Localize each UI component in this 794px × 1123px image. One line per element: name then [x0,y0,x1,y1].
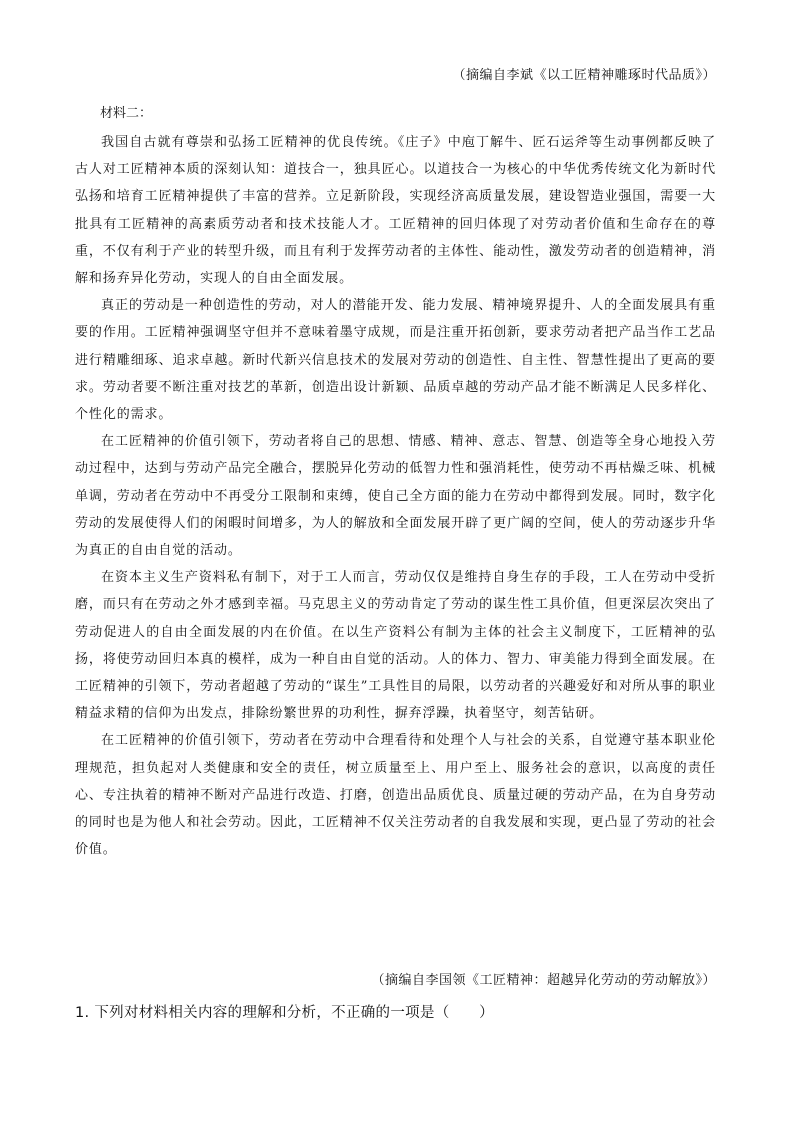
source-citation-top: （摘编自李斌《以工匠精神雕琢时代品质》） [452,68,716,83]
paragraph: 真正的劳动是一种创造性的劳动，对人的潜能开发、能力发展、精神境界提升、人的全面发展具有重要的作用。工匠精神强调坚守但并不意味着墨守成规，而是注重开拓创新，要求劳动者把产品当作工艺品进行精雕细琢、追求卓越。新时代新兴信息技术的发展对劳动的创造性、自主性、智慧性提出了更高的要求。劳动者要不断注重对技艺的革新，创造出设计新颖、品质卓越的劳动产品才能不断满足人民多样化、个性化的需求。 [75,298,716,423]
source-citation-bottom: （摘编自李国领《工匠精神：超越异化劳动的劳动解放》） [371,973,716,988]
question-stem: 1. 下列对材料相关内容的理解和分析，不正确的一项是（ ） [75,1005,494,1021]
paragraph: 我国自古就有尊崇和弘扬工匠精神的优良传统。《庄子》中庖丁解牛、匠石运斧等生动事例都反映了古人对工匠精神本质的深刻认知：道技合一，独具匠心。以道技合一为核心的中华优秀传统文化为新时代弘扬和培育工匠精神提供了丰富的营养。立足新阶段，实现经济高质量发展，建设智造业强国，需要一大批具有工匠精神的高素质劳动者和技术技能人才。工匠精神的回归体现了对劳动者价值和生命存在的尊重，不仅有利于产业的转型升级，而且有利于发挥劳动者的主体性、能动性，激发劳动者的创造精神，消解和扬弃异化劳动，实现人的自由全面发展。 [75,135,716,287]
paragraph: 在工匠精神的价值引领下，劳动者将自己的思想、情感、精神、意志、智慧、创造等全身心地投入劳动过程中，达到与劳动产品完全融合，摆脱异化劳动的低智力性和强消耗性，使劳动不再枯燥乏味、机械单调，劳动者在劳动中不再受分工限制和束缚，使自己全方面的能力在劳动中都得到发展。同时，数字化劳动的发展使得人们的闲暇时间增多，为人的解放和全面发展开辟了更广阔的空间，使人的劳动逐步升华为真正的自由自觉的活动。 [75,434,716,559]
document-body [75,129,716,863]
material-heading: 材料二： [100,106,153,121]
paragraph: 在资本主义生产资料私有制下，对于工人而言，劳动仅仅是维持自身生存的手段，工人在劳动中受折磨，而只有在劳动之外才感到幸福。马克思主义的劳动肯定了劳动的谋生性工具价值，但更深层次突出了劳动促进人的自由全面发展的内在价值。在以生产资料公有制为主体的社会主义制度下，工匠精神的弘扬，将使劳动回归本真的模样，成为一种自由自觉的活动。人的体力、智力、审美能力得到全面发展。在工匠精神的引领下，劳动者超越了劳动的“谋生”工具性目的局限，以劳动者的兴趣爱好和对所从事的职业精益求精的信仰为出发点，排除纷繁世界的功利性，摒弃浮躁，执着坚守，刻苦钻研。 [75,570,716,722]
paragraph: 在工匠精神的价值引领下，劳动者在劳动中合理看待和处理个人与社会的关系，自觉遵守基本职业伦理规范，担负起对人类健康和安全的责任，树立质量至上、用户至上、服务社会的意识，以高度的责任心、专注执着的精神不断对产品进行改造、打磨，创造出品质优良、质量过硬的劳动产品，在为自身劳动的同时也是为他人和社会劳动。因此，工匠精神不仅关注劳动者的自我发展和实现，更凸显了劳动的社会价值。 [75,733,716,858]
